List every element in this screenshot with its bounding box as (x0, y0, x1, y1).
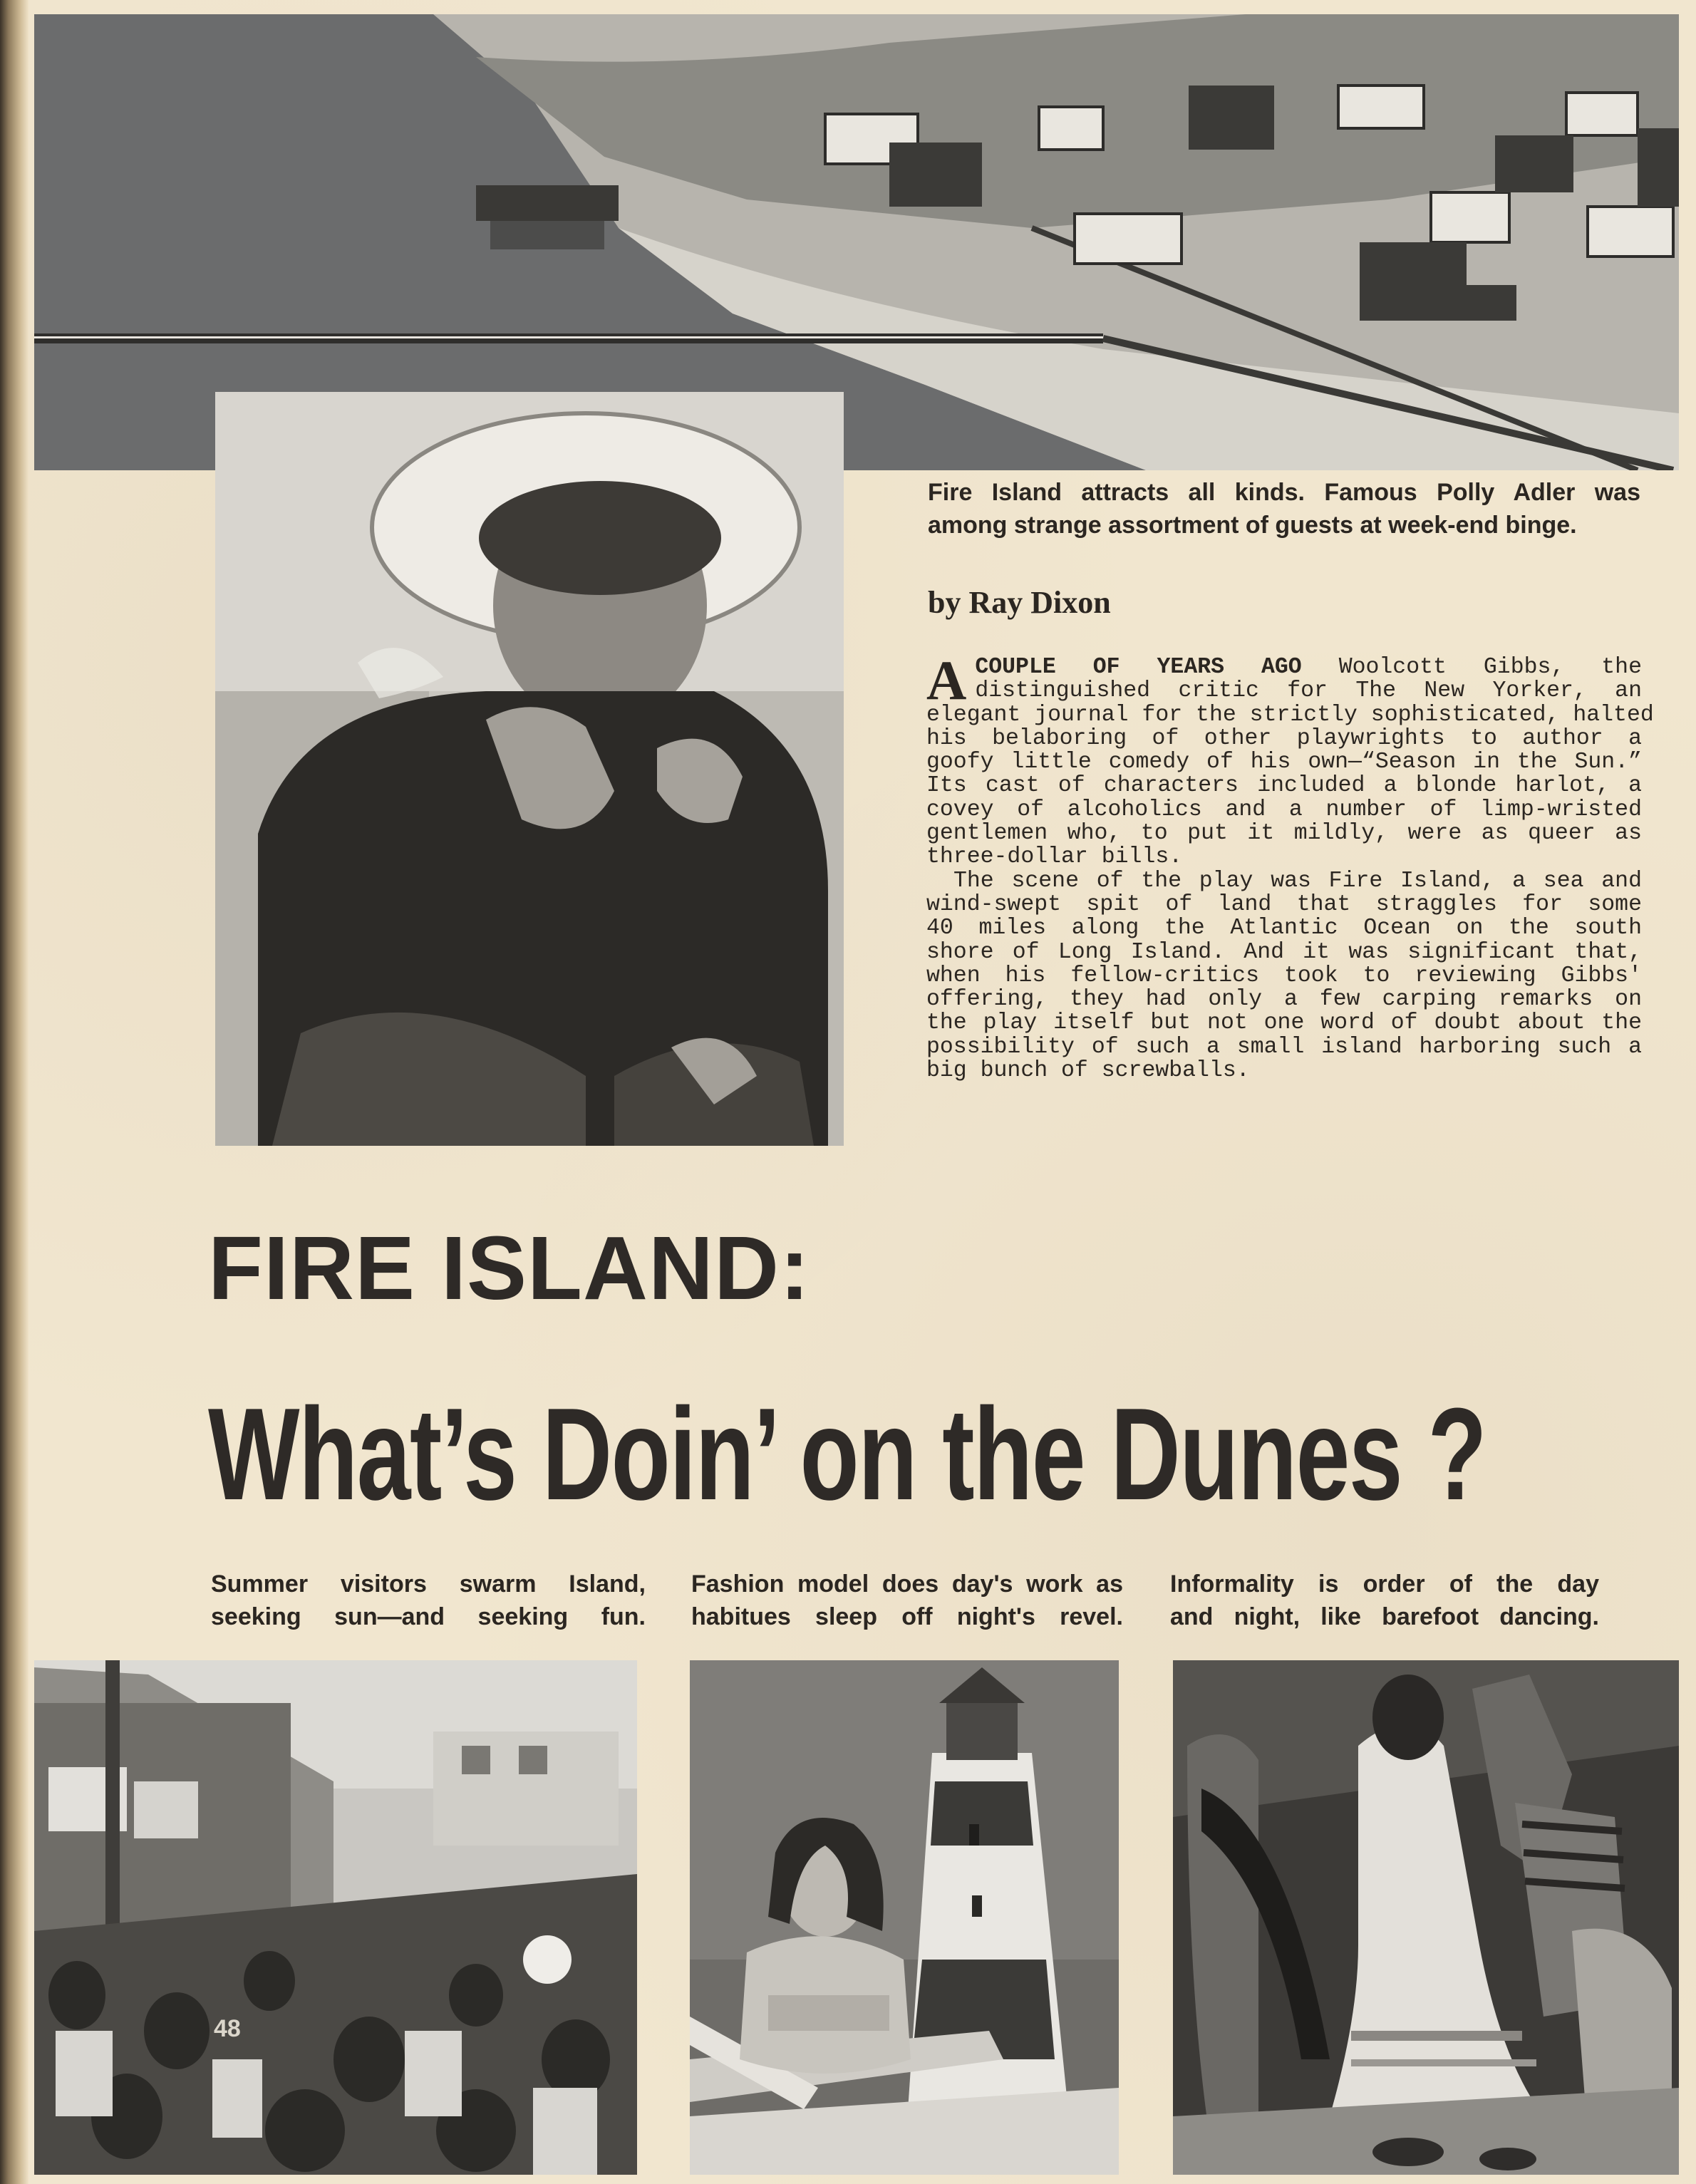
caption-line: Informality is order of the day (1170, 1570, 1599, 1598)
caption-line: and night, like barefoot dancing. (1170, 1603, 1599, 1630)
article-line: Its cast of characters included a blonde harlot, a (926, 773, 1642, 799)
headline-primary: FIRE ISLAND: (208, 1218, 810, 1318)
article-line (926, 656, 1642, 679)
article-line: goofy little comedy of his own—“Season in the Sun.” (926, 750, 1642, 775)
caption-line: habitues sleep off night's revel. (691, 1603, 1123, 1630)
article-line: his belaboring of other playwrights to author a (926, 725, 1642, 751)
article-line: 40 miles along the Atlantic Ocean on the south (926, 916, 1642, 941)
caption-line: Summer visitors swarm Island, (211, 1570, 646, 1598)
article-line: shore of Long Island. And it was significant that, (926, 939, 1642, 965)
article-line: wind-swept spit of land that straggles for some (926, 891, 1642, 917)
photo-fashion-model-lighthouse (690, 1660, 1119, 2175)
article-line: gentlemen who, to put it mildly, were as queer as (926, 821, 1642, 847)
article-body (926, 649, 1654, 1084)
article-line: distinguished critic for The New Yorker, an (975, 678, 1642, 704)
caption-line: Fashion model does day's work as (691, 1570, 1123, 1598)
photo-caption-top (928, 476, 1640, 542)
byline: by Ray Dixon (928, 585, 1111, 620)
page-binding-shadow (0, 0, 29, 2184)
caption-column-3 (1170, 1568, 1599, 1633)
article-line: big bunch of screwballs. (926, 1058, 1250, 1084)
caption-line: Fire Island attracts all kinds. Famous Polly Adler was (928, 479, 1640, 506)
photo-boardwalk-crowd (34, 1660, 637, 2175)
photo-barefoot-dancing (1173, 1660, 1679, 2175)
article-line: three-dollar bills. (926, 844, 1183, 870)
lead-in-caps: COUPLE OF YEARS AGO (975, 655, 1302, 680)
page-number: 48 (214, 2015, 241, 2042)
caption-line: among strange assortment of guests at week-end binge. (928, 512, 1577, 539)
portrait-photo-polly-adler (215, 392, 844, 1146)
lead-in-rest: Woolcott Gibbs, the (1301, 655, 1642, 680)
caption-column-2 (691, 1568, 1123, 1633)
article-line: offering, they had only a few carping remarks on (926, 987, 1642, 1013)
article-line: when his fellow-critics took to reviewing Gibbs' (926, 963, 1642, 988)
article-line: The scene of the play was Fire Island, a sea and (953, 868, 1642, 894)
caption-column-1 (211, 1568, 646, 1633)
article-line: the play itself but not one word of doubt about the (926, 1010, 1642, 1036)
headline-secondary: What’s Doin’ on the Dunes ? (208, 1380, 1486, 1527)
article-line: covey of alcoholics and a number of limp-wristed (926, 797, 1642, 822)
caption-line: seeking sun—and seeking fun. (211, 1603, 646, 1630)
drop-cap: A (926, 649, 967, 711)
article-line: possibility of such a small island harboring such a (926, 1034, 1642, 1060)
article-line: elegant journal for the strictly sophisticated, halted (926, 702, 1654, 728)
